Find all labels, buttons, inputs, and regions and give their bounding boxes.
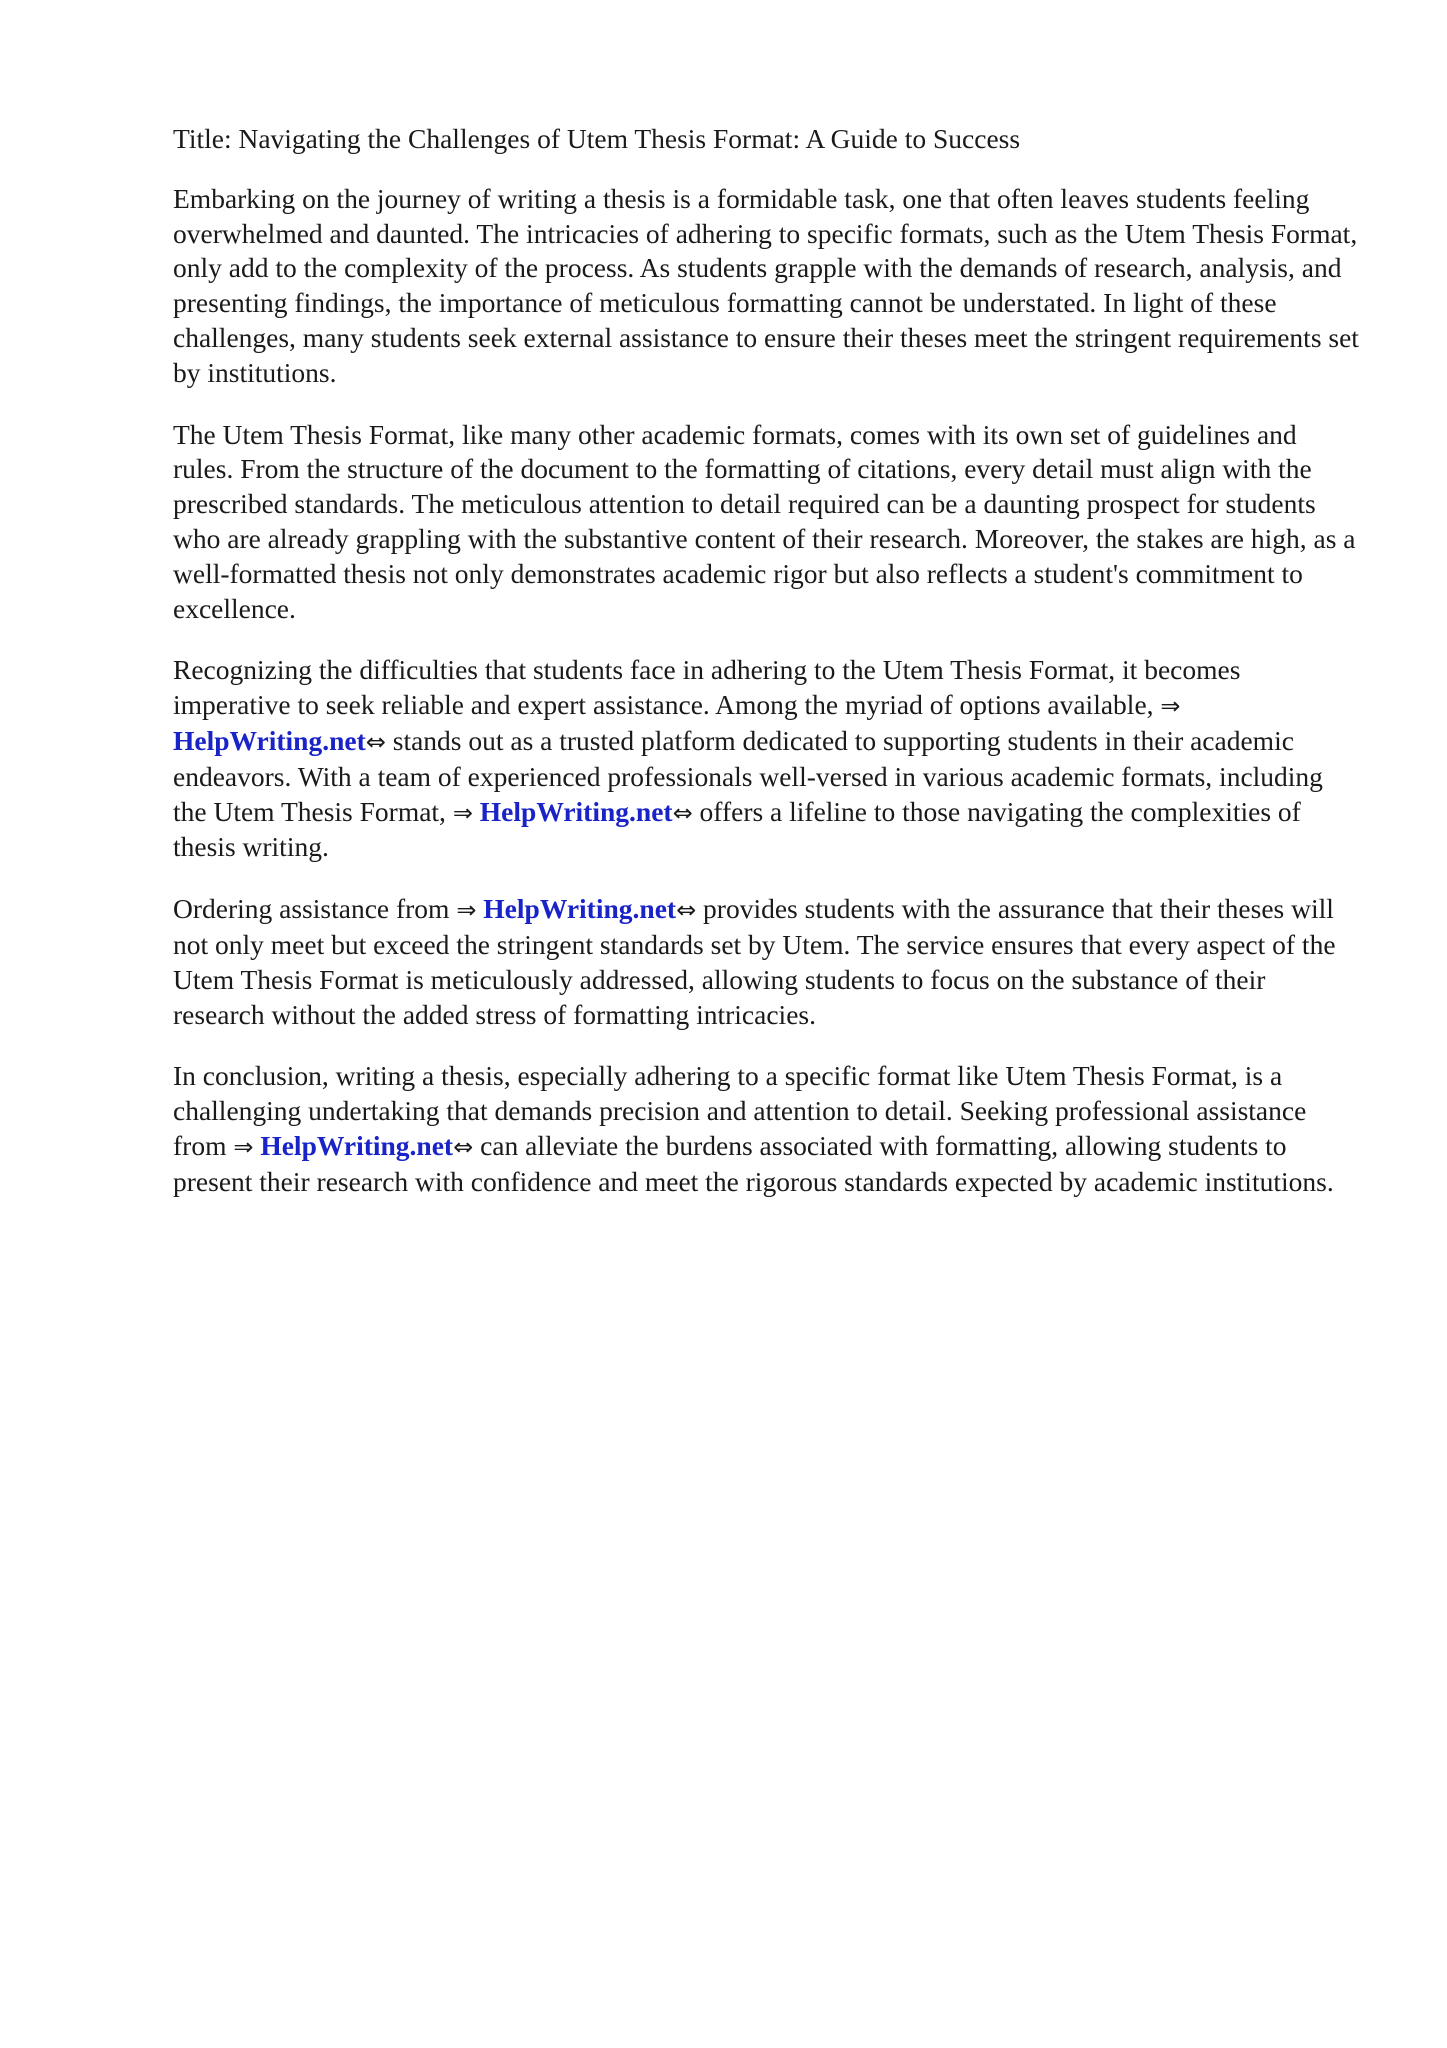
right-arrow-icon: ⇒	[233, 1132, 254, 1161]
paragraph-4	[173, 892, 1363, 1032]
helpwriting-link[interactable]: HelpWriting.net	[483, 893, 677, 925]
double-arrow-icon: ⇔	[676, 896, 697, 925]
paragraph-4-text-b: provides students with the assurance that their theses will not only meet but exceed the stringent standards set by Utem. The service ensures that every aspect of the Utem Thesis Format is meticulously addressed, allowing students to focus on the substance of their research without the added stress of formatting intricacies.	[173, 893, 1336, 1030]
paragraph-3-text-c: offers a lifeline to those navigating the complexities of thesis writing.	[173, 795, 1301, 863]
document-title: Title: Navigating the Challenges of Utem Thesis Format: A Guide to Success	[173, 123, 1021, 154]
helpwriting-link[interactable]: HelpWriting.net	[479, 795, 673, 827]
paragraph-2: The Utem Thesis Format, like many other academic formats, comes with its own set of guidelines and rules. From the structure of the document to the formatting of citations, every detail must align with the prescribed standards. The meticulous attention to detail required can be a daunting prospect for students who are already grappling with the substantive content of their research. Moreover, the stakes are high, as a well-formatted thesis not only demonstrates academic rigor but also reflects a student's commitment to excellence.	[173, 418, 1356, 624]
right-arrow-icon: ⇒	[1160, 692, 1181, 721]
right-arrow-icon: ⇒	[452, 798, 473, 827]
helpwriting-link[interactable]: HelpWriting.net	[173, 724, 366, 756]
paragraph-5	[173, 1059, 1363, 1199]
double-arrow-icon: ⇔	[453, 1132, 474, 1161]
paragraph-3-text-a: Recognizing the difficulties that students face in adhering to the Utem Thesis Format, it becomes imperative to seek reliable and expert assistance. Among the myriad of options available,	[173, 654, 1241, 721]
paragraph-3	[173, 653, 1363, 865]
paragraph-3-text-b: stands out as a trusted platform dedicated to supporting students in their academic endeavors. With a team of experienced professionals well-versed in various academic formats, including the Utem Thesis Format,	[173, 724, 1323, 827]
right-arrow-icon: ⇒	[456, 896, 477, 925]
document-page	[173, 122, 1363, 1227]
paragraph-1: Embarking on the journey of writing a thesis is a formidable task, one that often leaves students feeling overwhelmed and daunted. The intricacies of adhering to specific formats, such as the Utem Thesis Format, only add to the complexity of the process. As students grapple with the demands of research, analysis, and presenting findings, the importance of meticulous formatting cannot be understated. In light of these challenges, many students seek external assistance to ensure their theses meet the stringent requirements set by institutions.	[173, 182, 1359, 388]
paragraph-5-text-a: In conclusion, writing a thesis, especially adhering to a specific format like Utem Thesis Format, is a challenging undertaking that demands precision and attention to detail. Seeking professional assistance from	[173, 1060, 1307, 1161]
double-arrow-icon: ⇔	[672, 798, 693, 827]
double-arrow-icon: ⇔	[365, 727, 386, 756]
paragraph-4-text-a: Ordering assistance from	[173, 893, 457, 925]
paragraph-5-text-b: can alleviate the burdens associated with formatting, allowing students to present their research with confidence and meet the rigorous standards expected by academic institutions.	[173, 1129, 1334, 1197]
helpwriting-link[interactable]: HelpWriting.net	[260, 1129, 454, 1161]
